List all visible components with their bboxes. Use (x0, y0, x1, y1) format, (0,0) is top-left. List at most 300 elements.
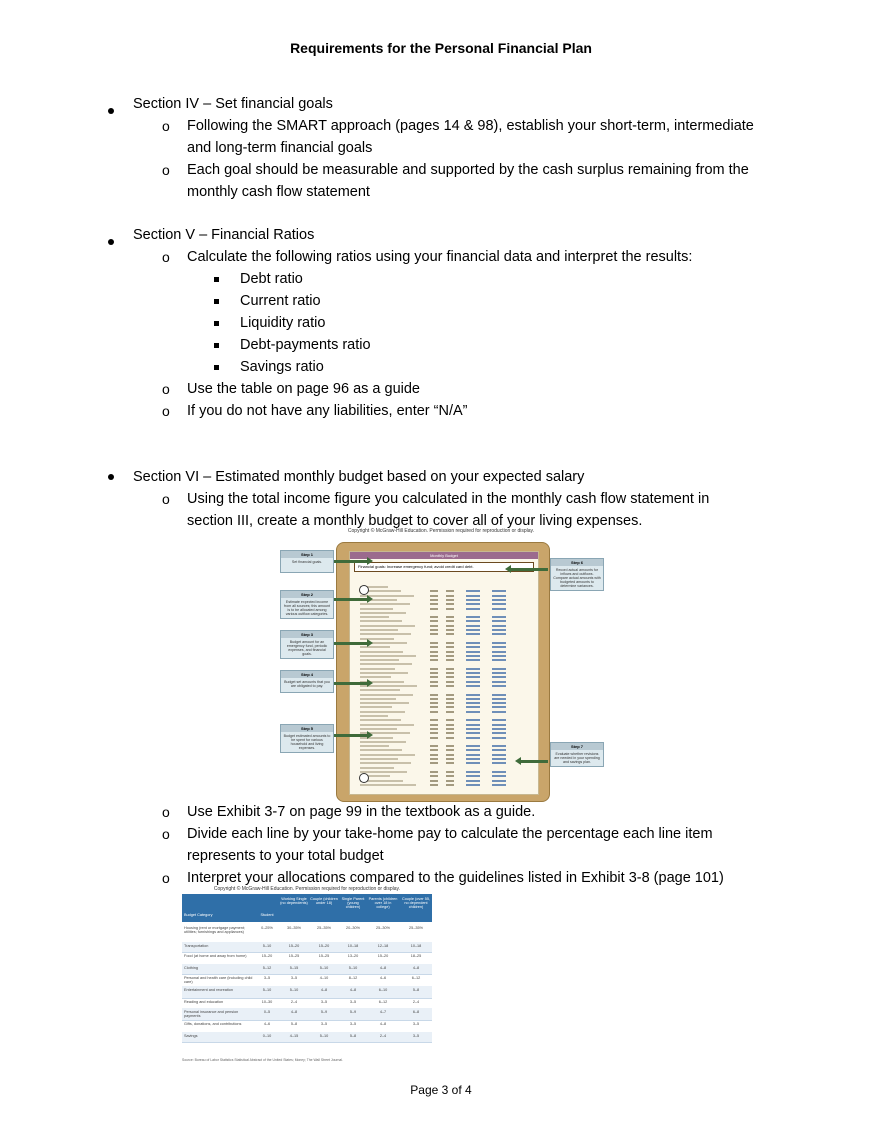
row-amount-line (430, 745, 438, 747)
row-variance-line (492, 676, 506, 678)
row-actual-line (466, 672, 480, 674)
row-label-line (360, 741, 406, 743)
row-percent-line (446, 698, 454, 700)
budget-category-cell: Food (at home and away from home) (184, 954, 247, 958)
percentage-cell: 15–20 (377, 954, 389, 958)
row-actual-line (466, 754, 480, 756)
percentage-cell: 6–8 (412, 1010, 420, 1014)
row-variance-line (492, 625, 506, 627)
ratio-item: Liquidity ratio (240, 315, 326, 331)
row-variance-line (492, 608, 506, 610)
row-amount-line (430, 728, 438, 730)
row-variance-line (492, 724, 506, 726)
row-actual-line (466, 694, 480, 696)
row-amount-line (430, 672, 438, 674)
row-amount-line (430, 732, 438, 734)
row-variance-line (492, 616, 506, 618)
row-label-line (360, 638, 394, 640)
row-variance-line (492, 672, 506, 674)
binder-ring (359, 585, 369, 595)
percentage-cell: 4–8 (320, 988, 328, 992)
budget-sheet (349, 551, 539, 795)
sub-bullet: o (162, 118, 170, 134)
row-amount-line (430, 758, 438, 760)
row-label-line (360, 694, 413, 696)
percentage-cell: 4–6 (379, 976, 387, 980)
step-1-box (280, 550, 334, 573)
header-cell: Single Parent (young children) (341, 897, 365, 909)
step-text: Budget estimated amounts to be spent for various household and living expenses. (283, 734, 331, 750)
row-actual-line (466, 625, 480, 627)
row-amount-line (430, 775, 438, 777)
row-amount-line (430, 754, 438, 756)
row-label-line (360, 758, 398, 760)
ratio-bullet (214, 343, 219, 348)
percentage-cell: 3–5 (290, 976, 298, 980)
row-label-line (360, 728, 397, 730)
row-label-line (360, 724, 414, 726)
row-label-line (360, 771, 407, 773)
percentage-cell: 5–15 (289, 966, 299, 970)
row-percent-line (446, 685, 454, 687)
budget-category-cell: Reading and education (184, 1000, 224, 1004)
budget-sheet-row (360, 784, 530, 787)
row-actual-line (466, 758, 480, 760)
row-actual-line (466, 642, 480, 644)
row-label-line (360, 754, 415, 756)
row-variance-line (492, 706, 506, 708)
row-actual-line (466, 780, 480, 782)
table-source: Source: Bureau of Labor Statistics Statistical Abstract of the United States; Money; The Wall Street Journal. (182, 1058, 343, 1062)
percentage-cell: 3–5 (263, 976, 271, 980)
budget-sheet-row (360, 625, 530, 628)
row-actual-line (466, 706, 480, 708)
ratio-item: Debt-payments ratio (240, 337, 371, 353)
row-amount-line (430, 681, 438, 683)
section-5-intro: Calculate the following ratios using your financial data and interpret the results: (187, 249, 693, 265)
row-percent-line (446, 745, 454, 747)
row-label-line (360, 668, 395, 670)
sub-bullet: o (162, 491, 170, 507)
row-actual-line (466, 762, 480, 764)
row-percent-line (446, 676, 454, 678)
percentage-cell: 25–35% (409, 926, 423, 930)
budget-category-cell: Transportation (184, 944, 209, 948)
budget-sheet-row (360, 728, 530, 731)
percentage-cell: 3–5 (412, 1034, 420, 1038)
row-variance-line (492, 728, 506, 730)
row-label-line (360, 706, 392, 708)
row-actual-line (466, 608, 480, 610)
budget-sheet-row (360, 706, 530, 709)
ratio-bullet (214, 277, 219, 282)
step-6-box (550, 558, 604, 591)
row-percent-line (446, 651, 454, 653)
step-7-box (550, 742, 604, 767)
row-actual-line (466, 633, 480, 635)
budget-sheet-row (360, 715, 530, 718)
row-amount-line (430, 749, 438, 751)
row-amount-line (430, 668, 438, 670)
step-text: Budget amount for an emergency fund, periodic expenses, and financial goals. (286, 640, 328, 656)
row-amount-line (430, 780, 438, 782)
budget-sheet-row (360, 590, 530, 593)
budget-sheet-row (360, 603, 530, 606)
row-label-line (360, 702, 409, 704)
budget-sheet-title: Monthly Budget (350, 552, 538, 559)
row-amount-line (430, 595, 438, 597)
budget-category-cell: Savings (184, 1034, 198, 1038)
percentage-cell: 2–4 (290, 1000, 298, 1004)
step-text: Estimate expected income from all sources; this amount is to be allocated among various outflow categories. (284, 600, 330, 616)
budget-sheet-row (360, 651, 530, 654)
row-variance-line (492, 681, 506, 683)
row-amount-line (430, 706, 438, 708)
row-variance-line (492, 762, 506, 764)
row-label-line (360, 711, 405, 713)
budget-sheet-row (360, 758, 530, 761)
row-percent-line (446, 681, 454, 683)
row-percent-line (446, 608, 454, 610)
row-actual-line (466, 749, 480, 751)
row-actual-line (466, 681, 480, 683)
row-amount-line (430, 629, 438, 631)
arrow-step-5 (334, 734, 368, 737)
row-percent-line (446, 758, 454, 760)
row-actual-line (466, 603, 480, 605)
percentage-cell: 15–20 (288, 944, 300, 948)
row-variance-line (492, 590, 506, 592)
step-label: Step 1 (281, 551, 333, 558)
sub-bullet: o (162, 162, 170, 178)
row-percent-line (446, 590, 454, 592)
row-variance-line (492, 620, 506, 622)
row-label-line (360, 784, 416, 786)
budget-sheet-row (360, 668, 530, 671)
percentage-cell: 5–8 (412, 988, 420, 992)
budget-sheet-row (360, 719, 530, 722)
budget-sheet-row (360, 599, 530, 602)
arrow-step-7 (520, 760, 548, 763)
row-amount-line (430, 646, 438, 648)
budget-category-cell: Housing (rent or mortgage payment; utilities; furnishings and appliances) (184, 926, 245, 934)
percentage-cell: 2–4 (412, 1000, 420, 1004)
budget-sheet-row (360, 741, 530, 744)
row-label-line (360, 663, 412, 665)
row-variance-line (492, 668, 506, 670)
row-label-line (360, 612, 406, 614)
percentage-cell: 0–25% (261, 926, 273, 930)
row-percent-line (446, 659, 454, 661)
row-amount-line (430, 603, 438, 605)
header-cell: Working Single (no dependents) (280, 897, 308, 905)
row-variance-line (492, 711, 506, 713)
row-actual-line (466, 711, 480, 713)
header-cell: Couple (children under 18) (310, 897, 338, 905)
row-percent-line (446, 771, 454, 773)
row-label-line (360, 603, 410, 605)
percentage-cell: 3–5 (412, 1022, 420, 1026)
budget-sheet-row (360, 749, 530, 752)
row-percent-line (446, 694, 454, 696)
row-percent-line (446, 633, 454, 635)
percentage-cell: 4–8 (379, 1022, 387, 1026)
section-4-item: Following the SMART approach (pages 14 & 98), establish your short-term, intermediate (187, 118, 754, 134)
section-6-heading: Section VI – Estimated monthly budget based on your expected salary (133, 469, 585, 485)
percentage-cell: 5–10 (319, 966, 329, 970)
percentage-cell: 0–10 (262, 1034, 272, 1038)
percentage-cell: 5–10 (319, 1034, 329, 1038)
row-amount-line (430, 685, 438, 687)
budget-sheet-row (360, 646, 530, 649)
budget-sheet-row (360, 655, 530, 658)
step-label: Step 2 (281, 591, 333, 598)
budget-sheet-row (360, 780, 530, 783)
step-text: Record actual amounts for inflows and outflows. Compare actual amounts with budgeted amounts to determine variances. (553, 568, 601, 588)
financial-goals-bar: Financial goals: Increase emergency fund; avoid credit card debt. (354, 562, 534, 572)
row-amount-line (430, 616, 438, 618)
header-cell: Couple (over 55, no dependent children) (401, 897, 431, 909)
step-label: Step 5 (281, 725, 333, 732)
budget-sheet-row (360, 629, 530, 632)
row-label-line (360, 749, 402, 751)
row-label-line (360, 689, 400, 691)
budget-sheet-row (360, 659, 530, 662)
percentage-cell: 5–10 (262, 988, 272, 992)
exhibit-3-7-figure (276, 528, 606, 803)
section-4-heading: Section IV – Set financial goals (133, 96, 333, 112)
sub-bullet: o (162, 381, 170, 397)
row-variance-line (492, 651, 506, 653)
row-amount-line (430, 724, 438, 726)
row-percent-line (446, 595, 454, 597)
row-actual-line (466, 719, 480, 721)
row-percent-line (446, 775, 454, 777)
section-6-item: Use Exhibit 3-7 on page 99 in the textbook as a guide. (187, 804, 536, 820)
percentage-cell: 5–10 (289, 988, 299, 992)
row-variance-line (492, 749, 506, 751)
step-2-box (280, 590, 334, 619)
budget-sheet-row (360, 642, 530, 645)
row-variance-line (492, 685, 506, 687)
row-amount-line (430, 633, 438, 635)
document-title: Requirements for the Personal Financial Plan (290, 40, 592, 56)
percentage-cell: 10–18 (347, 944, 359, 948)
row-percent-line (446, 702, 454, 704)
row-actual-line (466, 676, 480, 678)
row-label-line (360, 715, 388, 717)
page-number: Page 3 of 4 (410, 1083, 472, 1097)
budget-category-cell: Personal and health care (including child care) (184, 976, 253, 984)
percentage-cell: 4–6 (263, 1022, 271, 1026)
row-percent-line (446, 732, 454, 734)
row-amount-line (430, 702, 438, 704)
row-variance-line (492, 655, 506, 657)
percentage-cell: 5–12 (262, 966, 272, 970)
sub-bullet: o (162, 804, 170, 820)
row-actual-line (466, 595, 480, 597)
percentage-cell: 6–12 (378, 1000, 388, 1004)
arrow-step-1 (334, 560, 368, 563)
section-4-item-cont: monthly cash flow statement (187, 184, 370, 200)
row-variance-line (492, 771, 506, 773)
row-variance-line (492, 745, 506, 747)
row-amount-line (430, 762, 438, 764)
percentage-cell: 3–5 (320, 1022, 328, 1026)
row-actual-line (466, 745, 480, 747)
row-label-line (360, 767, 394, 769)
row-percent-line (446, 603, 454, 605)
row-amount-line (430, 676, 438, 678)
budget-sheet-row (360, 702, 530, 705)
section-5-note: Use the table on page 96 as a guide (187, 381, 420, 397)
row-variance-line (492, 732, 506, 734)
row-actual-line (466, 685, 480, 687)
row-percent-line (446, 672, 454, 674)
row-label-line (360, 659, 399, 661)
section-5-note: If you do not have any liabilities, enter “N/A” (187, 403, 468, 419)
budget-sheet-row (360, 685, 530, 688)
budget-sheet-row (360, 663, 530, 666)
percentage-cell: 4–8 (379, 966, 387, 970)
row-percent-line (446, 754, 454, 756)
percentage-cell: 15–20 (261, 954, 273, 958)
row-actual-line (466, 655, 480, 657)
budget-sheet-row (360, 681, 530, 684)
percentage-cell: 10–18 (410, 944, 422, 948)
row-amount-line (430, 694, 438, 696)
row-amount-line (430, 625, 438, 627)
row-actual-line (466, 737, 480, 739)
row-percent-line (446, 728, 454, 730)
budget-sheet-row (360, 732, 530, 735)
row-amount-line (430, 651, 438, 653)
budget-sheet-row (360, 633, 530, 636)
percentage-cell: 10–30 (261, 1000, 273, 1004)
percentage-cell: 4–8 (349, 988, 357, 992)
budget-sheet-row (360, 775, 530, 778)
section-6-item: Interpret your allocations compared to the guidelines listed in Exhibit 3-8 (page 101) (187, 870, 724, 886)
row-actual-line (466, 590, 480, 592)
budget-sheet-row (360, 698, 530, 701)
table-header (182, 894, 432, 922)
row-percent-line (446, 616, 454, 618)
row-percent-line (446, 629, 454, 631)
row-amount-line (430, 620, 438, 622)
ratio-bullet (214, 299, 219, 304)
row-percent-line (446, 642, 454, 644)
budget-sheet-row (360, 694, 530, 697)
budget-category-cell: Personal insurance and pension payments (184, 1010, 239, 1018)
row-amount-line (430, 784, 438, 786)
row-amount-line (430, 659, 438, 661)
budget-sheet-row (360, 689, 530, 692)
row-label-line (360, 646, 390, 648)
row-actual-line (466, 629, 480, 631)
percentage-cell: 18–25 (410, 954, 422, 958)
step-text: Budget set amounts that you are obligated to pay. (284, 680, 330, 688)
sub-bullet: o (162, 870, 170, 886)
row-variance-line (492, 642, 506, 644)
percentage-cell: 8–12 (348, 976, 358, 980)
table-row (182, 924, 432, 943)
step-5-box (280, 724, 334, 753)
percentage-cell: 5–8 (290, 1022, 298, 1026)
percentage-cell: 5–10 (262, 944, 272, 948)
ratio-item: Savings ratio (240, 359, 324, 375)
percentage-cell: 15–25 (318, 954, 330, 958)
section-4-item: Each goal should be measurable and supported by the cash surplus remaining from the (187, 162, 749, 178)
percentage-cell: 4–8 (412, 966, 420, 970)
row-actual-line (466, 616, 480, 618)
row-label-line (360, 698, 396, 700)
row-actual-line (466, 651, 480, 653)
percentage-cell: 15–20 (318, 944, 330, 948)
row-amount-line (430, 655, 438, 657)
row-percent-line (446, 749, 454, 751)
row-variance-line (492, 702, 506, 704)
row-amount-line (430, 698, 438, 700)
section-5-heading: Section V – Financial Ratios (133, 227, 315, 243)
header-cell: Parents (children over 18 in college) (368, 897, 398, 909)
row-variance-line (492, 646, 506, 648)
arrow-step-4 (334, 682, 368, 685)
figure-copyright: Copyright © McGraw-Hill Education. Permission required for reproduction or display. (347, 528, 535, 534)
row-amount-line (430, 771, 438, 773)
row-actual-line (466, 702, 480, 704)
sub-bullet: o (162, 249, 170, 265)
row-actual-line (466, 659, 480, 661)
row-actual-line (466, 698, 480, 700)
row-variance-line (492, 595, 506, 597)
row-label-line (360, 676, 391, 678)
row-actual-line (466, 728, 480, 730)
budget-sheet-row (360, 767, 530, 770)
row-label-line (360, 762, 411, 764)
row-amount-line (430, 642, 438, 644)
section-bullet (108, 239, 114, 245)
row-actual-line (466, 771, 480, 773)
row-percent-line (446, 784, 454, 786)
row-label-line (360, 672, 408, 674)
step-text: Evaluate whether revisions are needed in your spending and savings plan. (554, 752, 600, 764)
step-label: Step 3 (281, 631, 333, 638)
row-variance-line (492, 694, 506, 696)
step-3-box (280, 630, 334, 659)
row-amount-line (430, 711, 438, 713)
row-label-line (360, 608, 393, 610)
row-variance-line (492, 629, 506, 631)
percentage-cell: 3–5 (349, 1000, 357, 1004)
percentage-cell: 25–35% (317, 926, 331, 930)
exhibit-3-8-table (182, 886, 432, 1066)
percentage-cell: 12–18 (377, 944, 389, 948)
percentage-cell: 4–10 (319, 976, 329, 980)
percentage-cell: 6–10 (378, 988, 388, 992)
budget-sheet-row (360, 620, 530, 623)
arrow-step-6 (510, 568, 548, 571)
percentage-cell: 5–9 (349, 1010, 357, 1014)
row-percent-line (446, 668, 454, 670)
sub-bullet: o (162, 826, 170, 842)
step-label: Step 6 (551, 559, 603, 566)
budget-sheet-row (360, 762, 530, 765)
percentage-cell: 5–8 (349, 1034, 357, 1038)
percentage-cell: 15–25 (288, 954, 300, 958)
budget-sheet-row (360, 612, 530, 615)
section-bullet (108, 108, 114, 114)
percentage-cell: 4–8 (290, 1010, 298, 1014)
